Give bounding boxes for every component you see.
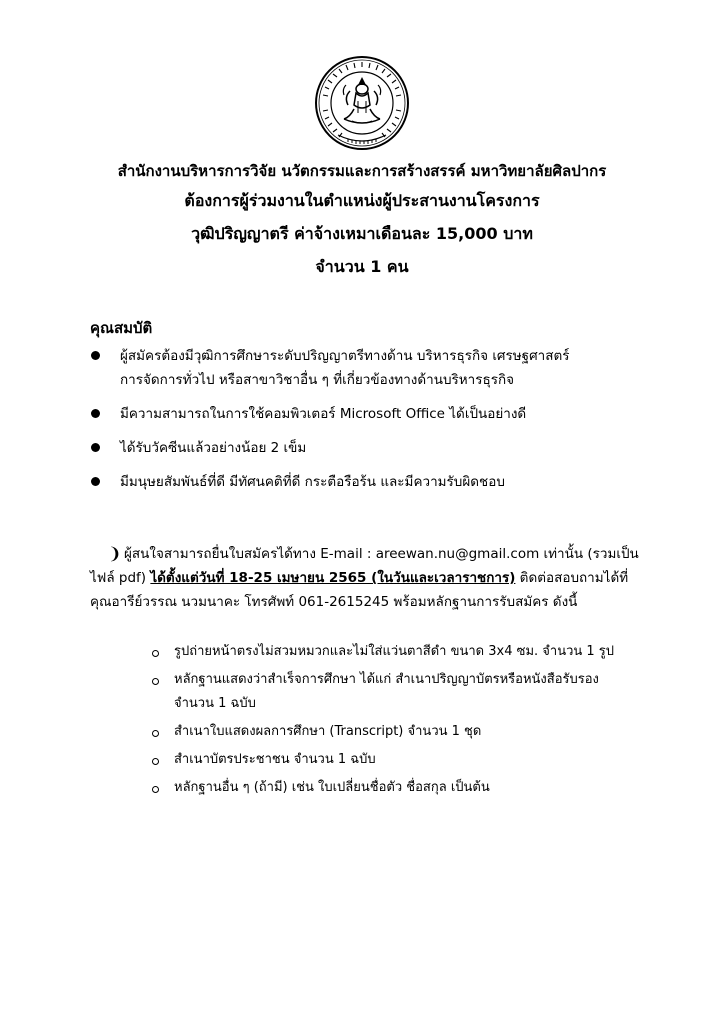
list-item-text: มีความสามารถในการใช้คอมพิวเตอร์ Microsoft Office ได้เป็นอย่างดี: [120, 406, 527, 422]
list-item-text: ได้รับวัคซีนแล้วอย่างน้อย 2 เข็ม: [120, 440, 307, 456]
list-item: [90, 344, 680, 392]
list-item-text: รูปถ่ายหน้าตรงไม่สวมหมวกและไม่ใส่แว่นตาสีดำ ขนาด 3x4 ซม. จำนวน 1 รูป: [174, 644, 615, 659]
application-line-2-end: ติดต่อสอบถามได้ที่: [515, 570, 629, 586]
list-item: [90, 470, 680, 494]
header-line-4: จำนวน 1 คน: [315, 257, 409, 276]
list-item: [150, 668, 670, 716]
list-item-text: สำเนาใบแสดงผลการศึกษา (Transcript) จำนวน 1 ชุด: [174, 724, 482, 739]
circle-bullet-icon: [152, 650, 159, 657]
list-item: [150, 640, 670, 664]
header-line-2: ต้องการผู้ร่วมงานในตำแหน่งผู้ประสานงานโครงการ: [184, 191, 540, 210]
application-line-3: คุณอารีย์วรรณ นวมนาคะ โทรศัพท์ 061-2615245 พร้อมหลักฐานการรับสมัคร ดังนี้: [90, 594, 578, 610]
circle-bullet-icon: [152, 730, 159, 737]
bullet-icon: [91, 477, 100, 486]
list-item-text: หลักฐานแสดงว่าสำเร็จการศึกษา ได้แก่ สำเนาปริญญาบัตรหรือหนังสือรับรอง: [174, 672, 599, 687]
list-item: [150, 748, 670, 772]
list-item-text: มีมนุษยสัมพันธ์ที่ดี มีทัศนคติที่ดี กระตือรือร้น และมีความรับผิดชอบ: [120, 474, 505, 490]
documents-list: [150, 640, 670, 804]
list-item-text: สำเนาบัตรประชาชน จำนวน 1 ฉบับ: [174, 752, 376, 767]
list-item: [150, 720, 670, 744]
application-line-1: [90, 542, 660, 566]
bullet-icon: [91, 443, 100, 452]
application-line-2-start: ไฟล์ pdf): [90, 570, 151, 586]
list-item: [150, 776, 670, 800]
header-line-1: สำนักงานบริหารการวิจัย นวัตกรรมและการสร้างสรรค์ มหาวิทยาลัยศิลปากร: [117, 162, 607, 180]
list-item-text: หลักฐานอื่น ๆ (ถ้ามี) เช่น ใบเปลี่ยนชื่อตัว ชื่อสกุล เป็นต้น: [174, 780, 490, 795]
list-item: [90, 402, 680, 426]
bullet-icon: [91, 351, 100, 360]
qualifications-list: [90, 344, 680, 504]
list-item-text: ผู้สมัครต้องมีวุฒิการศึกษาระดับปริญญาตรีทางด้าน บริหารธุรกิจ เศรษฐศาสตร์: [120, 348, 570, 364]
application-period: ได้ตั้งแต่วันที่ 18-25 เมษายน 2565 (ในวันและเวลาราชการ): [150, 570, 516, 586]
university-seal-icon: [314, 55, 410, 151]
header-line-3: วุฒิปริญญาตรี ค่าจ้างเหมาเดือนละ 15,000 บาท: [191, 224, 533, 243]
list-item: [90, 436, 680, 460]
application-line-1-text: ผู้สนใจสามารถยื่นใบสมัครได้ทาง E-mail : areewan.nu@gmail.com เท่านั้น (รวมเป็น: [124, 546, 639, 562]
circle-bullet-icon: [152, 786, 159, 793]
bullet-icon: [91, 409, 100, 418]
list-item-text-continued: การจัดการทั่วไป หรือสาขาวิชาอื่น ๆ ที่เกี่ยวข้องทางด้านบริหารธุรกิจ: [120, 372, 515, 388]
circle-bullet-icon: [152, 758, 159, 765]
application-paragraph: [90, 542, 660, 614]
qualifications-title: คุณสมบัติ: [90, 319, 153, 337]
application-line-2: [90, 566, 660, 590]
circle-bullet-icon: [152, 678, 159, 685]
paragraph-mark-icon: ❩: [108, 544, 122, 563]
list-item-text-continued: จำนวน 1 ฉบับ: [174, 696, 256, 711]
